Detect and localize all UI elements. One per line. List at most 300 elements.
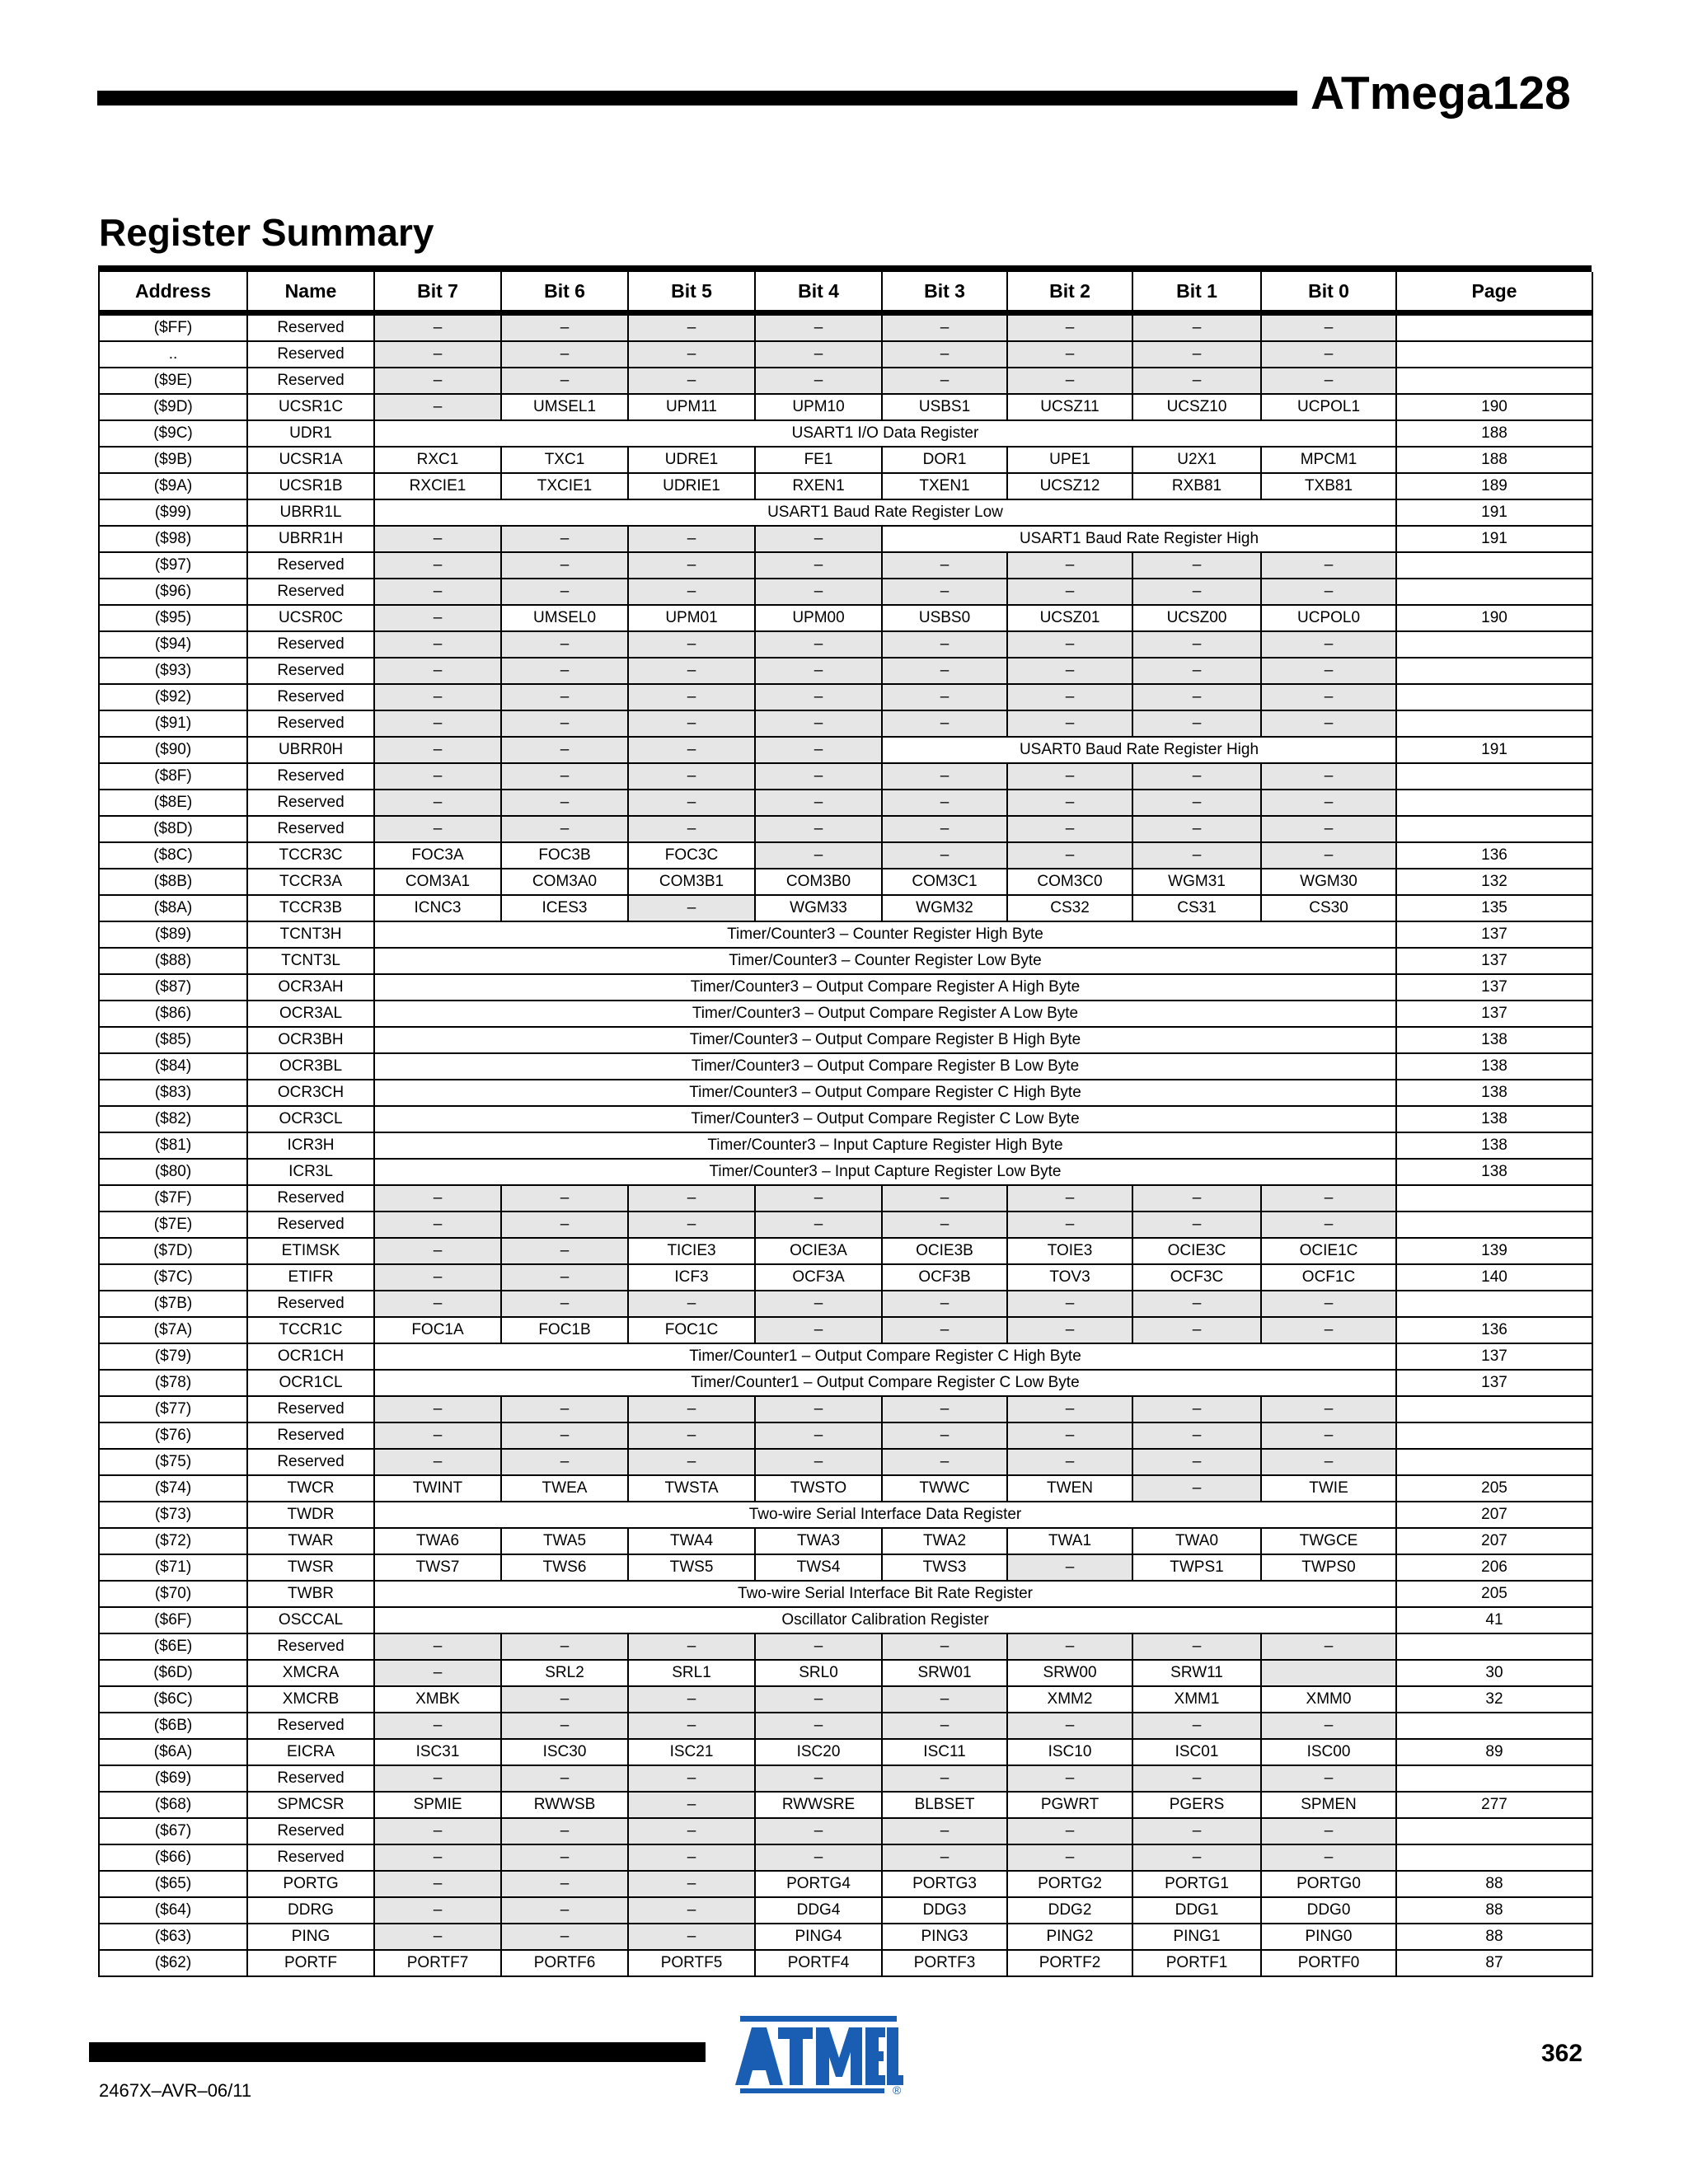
bit-cell: –	[628, 631, 755, 658]
bit-cell: –	[501, 737, 628, 763]
bit-cell: –	[628, 1924, 755, 1950]
address-cell: ($65)	[99, 1871, 247, 1897]
table-row	[99, 710, 1592, 737]
address-cell: ($7B)	[99, 1291, 247, 1317]
bit-cell: TICIE3	[628, 1238, 755, 1264]
bit-cell: –	[374, 710, 501, 737]
column-header: Bit 2	[1007, 272, 1132, 313]
address-cell: ($94)	[99, 631, 247, 658]
register-name-cell: XMCRA	[247, 1660, 374, 1686]
bit-cell: ISC21	[628, 1739, 755, 1765]
address-cell: ($66)	[99, 1844, 247, 1871]
table-row	[99, 921, 1592, 948]
address-cell: ($89)	[99, 921, 247, 948]
register-name-cell: EICRA	[247, 1739, 374, 1765]
address-cell: ($93)	[99, 658, 247, 684]
page-ref-cell: 190	[1396, 394, 1592, 420]
address-cell: ($9B)	[99, 447, 247, 473]
bit-cell: ISC31	[374, 1739, 501, 1765]
table-row	[99, 1792, 1592, 1818]
table-row	[99, 1924, 1592, 1950]
bit-cell: –	[1132, 763, 1261, 790]
page-number: 362	[1541, 2040, 1583, 2067]
page-ref-cell: 137	[1396, 948, 1592, 974]
bit-cell: –	[1007, 1765, 1132, 1792]
bit-cell: –	[1261, 631, 1396, 658]
bit-cell: PING2	[1007, 1924, 1132, 1950]
bit-cell: UCPOL0	[1261, 605, 1396, 631]
table-row	[99, 974, 1592, 1001]
address-cell: ($8E)	[99, 790, 247, 816]
register-name-cell: TCNT3L	[247, 948, 374, 974]
bit-cell: –	[1007, 816, 1132, 842]
bit-cell: –	[374, 1765, 501, 1792]
bit-cell: –	[501, 1449, 628, 1475]
table-row	[99, 658, 1592, 684]
bit-cell: PORTF7	[374, 1950, 501, 1976]
register-name-cell: Reserved	[247, 816, 374, 842]
bit-cell: –	[628, 895, 755, 921]
bit-cell: PORTF5	[628, 1950, 755, 1976]
bit-cell: –	[501, 1924, 628, 1950]
address-cell: ($97)	[99, 552, 247, 579]
bit-cell: –	[1007, 1554, 1132, 1581]
bit-cell: UDRIE1	[628, 473, 755, 499]
bit-cell: ICES3	[501, 895, 628, 921]
bit-cell: –	[374, 1633, 501, 1660]
address-cell: ($9A)	[99, 473, 247, 499]
bit-cell: DDG4	[755, 1897, 882, 1924]
register-name-cell: ETIFR	[247, 1264, 374, 1291]
register-name-cell: XMCRB	[247, 1686, 374, 1713]
page-ref-cell: 132	[1396, 869, 1592, 895]
bit-cell: ISC00	[1261, 1739, 1396, 1765]
bit-cell: TWIE	[1261, 1475, 1396, 1502]
bit-cell: –	[628, 658, 755, 684]
bit-cell: –	[628, 1449, 755, 1475]
bit-cell: –	[628, 579, 755, 605]
bit-cell: –	[755, 1422, 882, 1449]
register-name-cell: Reserved	[247, 341, 374, 368]
bit-cell: –	[628, 737, 755, 763]
bit-cell: –	[1007, 1818, 1132, 1844]
bit-cell: –	[882, 1844, 1007, 1871]
bit-cell: FOC1C	[628, 1317, 755, 1343]
bit-cell: UMSEL0	[501, 605, 628, 631]
page-ref-cell: 139	[1396, 1238, 1592, 1264]
bit-cell: –	[501, 1897, 628, 1924]
page-ref-cell: 140	[1396, 1264, 1592, 1291]
bit-cell: –	[755, 1317, 882, 1343]
bit-cell: UPM01	[628, 605, 755, 631]
bit-cell: UCSZ11	[1007, 394, 1132, 420]
bit-cell: –	[1261, 763, 1396, 790]
register-name-cell: Reserved	[247, 631, 374, 658]
bit-cell: –	[628, 526, 755, 552]
bit-cell: TWS6	[501, 1554, 628, 1581]
address-cell: ($62)	[99, 1950, 247, 1976]
address-cell: ($7F)	[99, 1185, 247, 1212]
bit-cell: FOC1B	[501, 1317, 628, 1343]
page-ref-cell: 138	[1396, 1027, 1592, 1053]
bit-cell: –	[882, 1713, 1007, 1739]
page-ref-cell: 87	[1396, 1950, 1592, 1976]
table-header-row	[99, 272, 1592, 313]
table-row	[99, 1818, 1592, 1844]
bit-cell: –	[1007, 1396, 1132, 1422]
table-row	[99, 1396, 1592, 1422]
bit-cell: –	[1132, 790, 1261, 816]
bit-cell: –	[501, 341, 628, 368]
bit-cell: ISC11	[882, 1739, 1007, 1765]
bit-cell: –	[1007, 313, 1132, 342]
bit-cell: –	[501, 1844, 628, 1871]
bit-cell: –	[1007, 1422, 1132, 1449]
bit-cell: PORTG1	[1132, 1871, 1261, 1897]
page-ref-cell: 137	[1396, 1001, 1592, 1027]
register-name-cell: TWAR	[247, 1528, 374, 1554]
bit-cell: –	[755, 658, 882, 684]
bit-cell: –	[882, 1449, 1007, 1475]
bit-cell: –	[1261, 1765, 1396, 1792]
bit-cell: TWA2	[882, 1528, 1007, 1554]
bit-cell: –	[882, 1633, 1007, 1660]
table-row	[99, 420, 1592, 447]
table-row	[99, 1106, 1592, 1132]
page-ref-cell: 205	[1396, 1581, 1592, 1607]
register-name-cell: OCR3AH	[247, 974, 374, 1001]
table-row	[99, 1422, 1592, 1449]
bit-cell: ISC20	[755, 1739, 882, 1765]
page-ref-cell	[1396, 1291, 1592, 1317]
bit-cell: –	[374, 737, 501, 763]
page-ref-cell: 189	[1396, 473, 1592, 499]
table-top-rule	[98, 265, 1592, 272]
address-cell: ($69)	[99, 1765, 247, 1792]
table-row	[99, 1633, 1592, 1660]
bit-cell: –	[1261, 1291, 1396, 1317]
register-name-cell: Reserved	[247, 1713, 374, 1739]
register-name-cell: Reserved	[247, 579, 374, 605]
bit-cell: –	[882, 1185, 1007, 1212]
page-ref-cell	[1396, 1185, 1592, 1212]
bit-cell: –	[374, 1844, 501, 1871]
register-description-cell: Timer/Counter3 – Output Compare Register C Low Byte	[374, 1106, 1396, 1132]
address-cell: ($71)	[99, 1554, 247, 1581]
bit-cell: CS30	[1261, 895, 1396, 921]
register-name-cell: TWBR	[247, 1581, 374, 1607]
bit-cell: USBS0	[882, 605, 1007, 631]
table-row	[99, 1264, 1592, 1291]
address-cell: ($7C)	[99, 1264, 247, 1291]
registered-mark: ®	[893, 2083, 902, 2095]
bit-cell: –	[501, 684, 628, 710]
table-row	[99, 1053, 1592, 1080]
bit-cell: SRL2	[501, 1660, 628, 1686]
bit-cell: –	[1132, 842, 1261, 869]
bit-cell: –	[882, 341, 1007, 368]
page-ref-cell	[1396, 710, 1592, 737]
bit-cell: PORTG4	[755, 1871, 882, 1897]
page-ref-cell	[1396, 631, 1592, 658]
bit-cell: UPM00	[755, 605, 882, 631]
table-row	[99, 1291, 1592, 1317]
bit-cell: –	[374, 1449, 501, 1475]
bit-cell: –	[501, 1396, 628, 1422]
register-description-cell: Timer/Counter3 – Output Compare Register A High Byte	[374, 974, 1396, 1001]
page-ref-cell	[1396, 1396, 1592, 1422]
bit-cell: –	[755, 341, 882, 368]
register-name-cell: UCSR1C	[247, 394, 374, 420]
register-description-cell: Timer/Counter3 – Counter Register Low Byte	[374, 948, 1396, 974]
bit-cell: –	[882, 1396, 1007, 1422]
page-ref-cell: 191	[1396, 526, 1592, 552]
register-name-cell: UBRR0H	[247, 737, 374, 763]
bit-cell: –	[882, 1765, 1007, 1792]
bit-cell: –	[1132, 1422, 1261, 1449]
bit-cell: –	[755, 1713, 882, 1739]
register-name-cell: SPMCSR	[247, 1792, 374, 1818]
bit-cell: –	[1132, 313, 1261, 342]
table-row	[99, 526, 1592, 552]
address-cell: ($91)	[99, 710, 247, 737]
table-row	[99, 313, 1592, 342]
page-ref-cell: 191	[1396, 737, 1592, 763]
bit-cell: TXCIE1	[501, 473, 628, 499]
table-row	[99, 1343, 1592, 1370]
address-cell: ($6B)	[99, 1713, 247, 1739]
bit-cell: OCF3A	[755, 1264, 882, 1291]
bit-cell: –	[628, 684, 755, 710]
register-description-cell: USART0 Baud Rate Register High	[882, 737, 1396, 763]
register-name-cell: TCCR3B	[247, 895, 374, 921]
bit-cell: CS31	[1132, 895, 1261, 921]
bit-cell: –	[1007, 763, 1132, 790]
bit-cell: –	[1261, 1422, 1396, 1449]
bit-cell: –	[1007, 1212, 1132, 1238]
bit-cell: –	[1132, 816, 1261, 842]
bit-cell: –	[1261, 1317, 1396, 1343]
bit-cell: –	[1132, 1475, 1261, 1502]
bit-cell: –	[1132, 1291, 1261, 1317]
bit-cell: PORTF4	[755, 1950, 882, 1976]
column-header: Bit 6	[501, 272, 628, 313]
register-name-cell: TCCR3C	[247, 842, 374, 869]
register-name-cell: Reserved	[247, 368, 374, 394]
page-ref-cell	[1396, 341, 1592, 368]
register-name-cell: ICR3H	[247, 1132, 374, 1159]
bit-cell: –	[1261, 842, 1396, 869]
page-ref-cell: 188	[1396, 420, 1592, 447]
bit-cell: –	[501, 1212, 628, 1238]
table-row	[99, 737, 1592, 763]
bit-cell: TWINT	[374, 1475, 501, 1502]
address-cell: ($6A)	[99, 1739, 247, 1765]
bit-cell: –	[1261, 1185, 1396, 1212]
address-cell: ($63)	[99, 1924, 247, 1950]
bit-cell: –	[882, 684, 1007, 710]
bit-cell: ICF3	[628, 1264, 755, 1291]
bit-cell: WGM30	[1261, 869, 1396, 895]
table-row	[99, 631, 1592, 658]
bit-cell: –	[501, 710, 628, 737]
bit-cell: –	[1132, 1818, 1261, 1844]
register-name-cell: Reserved	[247, 313, 374, 342]
register-name-cell: Reserved	[247, 1396, 374, 1422]
bit-cell: –	[755, 368, 882, 394]
bit-cell: –	[501, 1422, 628, 1449]
register-name-cell: UCSR1B	[247, 473, 374, 499]
bit-cell: –	[755, 737, 882, 763]
table-row	[99, 394, 1592, 420]
register-name-cell: UCSR0C	[247, 605, 374, 631]
bit-cell: –	[501, 1291, 628, 1317]
register-name-cell: Reserved	[247, 1185, 374, 1212]
address-cell: ($8F)	[99, 763, 247, 790]
bit-cell: TWPS1	[1132, 1554, 1261, 1581]
bit-cell: WGM32	[882, 895, 1007, 921]
register-name-cell: UBRR1H	[247, 526, 374, 552]
bit-cell: SRL0	[755, 1660, 882, 1686]
bit-cell: RWWSB	[501, 1792, 628, 1818]
address-cell: ($92)	[99, 684, 247, 710]
bit-cell: COM3C0	[1007, 869, 1132, 895]
bit-cell: UPE1	[1007, 447, 1132, 473]
document-code: 2467X–AVR–06/11	[99, 2080, 252, 2101]
page-ref-cell	[1396, 1422, 1592, 1449]
bit-cell: COM3B1	[628, 869, 755, 895]
page-ref-cell	[1396, 763, 1592, 790]
bit-cell: TWEN	[1007, 1475, 1132, 1502]
table-row	[99, 1001, 1592, 1027]
bit-cell: COM3B0	[755, 869, 882, 895]
table-row	[99, 1686, 1592, 1713]
bit-cell: COM3A1	[374, 869, 501, 895]
address-cell: ($85)	[99, 1027, 247, 1053]
table-body	[99, 313, 1592, 1977]
address-cell: ($72)	[99, 1528, 247, 1554]
bit-cell: MPCM1	[1261, 447, 1396, 473]
bit-cell: –	[882, 816, 1007, 842]
document-title: ATmega128	[1311, 67, 1571, 120]
bit-cell: –	[1132, 1449, 1261, 1475]
bit-cell: –	[374, 631, 501, 658]
bit-cell: SRW01	[882, 1660, 1007, 1686]
table-row	[99, 684, 1592, 710]
page-ref-cell: 138	[1396, 1132, 1592, 1159]
bit-cell: –	[628, 816, 755, 842]
bit-cell: –	[1132, 1396, 1261, 1422]
bit-cell: UCSZ12	[1007, 473, 1132, 499]
address-cell: ($83)	[99, 1080, 247, 1106]
bit-cell: –	[501, 1818, 628, 1844]
address-cell: ($82)	[99, 1106, 247, 1132]
bit-cell: –	[501, 1633, 628, 1660]
bit-cell: –	[501, 1713, 628, 1739]
bit-cell: USBS1	[882, 394, 1007, 420]
register-description-cell: USART1 Baud Rate Register High	[882, 526, 1396, 552]
register-name-cell: Reserved	[247, 658, 374, 684]
page-ref-cell: 88	[1396, 1897, 1592, 1924]
bit-cell: –	[755, 313, 882, 342]
page-ref-cell: 138	[1396, 1106, 1592, 1132]
bit-cell: –	[755, 1686, 882, 1713]
bit-cell: CS32	[1007, 895, 1132, 921]
bit-cell: UCSZ00	[1132, 605, 1261, 631]
bit-cell: UDRE1	[628, 447, 755, 473]
bit-cell: RXEN1	[755, 473, 882, 499]
bit-cell: FE1	[755, 447, 882, 473]
bit-cell: COM3A0	[501, 869, 628, 895]
bit-cell: –	[374, 1238, 501, 1264]
table-row	[99, 1475, 1592, 1502]
address-cell: ($9D)	[99, 394, 247, 420]
bit-cell: DDG2	[1007, 1897, 1132, 1924]
bit-cell: RXB81	[1132, 473, 1261, 499]
bit-cell: UPM10	[755, 394, 882, 420]
bit-cell: –	[628, 1422, 755, 1449]
bit-cell: SRW11	[1132, 1660, 1261, 1686]
bit-cell: XMM1	[1132, 1686, 1261, 1713]
bit-cell: –	[1261, 816, 1396, 842]
bit-cell: UMSEL1	[501, 394, 628, 420]
bit-cell: –	[501, 816, 628, 842]
bit-cell: –	[1261, 1449, 1396, 1475]
bit-cell: FOC3C	[628, 842, 755, 869]
bit-cell: –	[628, 1212, 755, 1238]
bit-cell: –	[755, 710, 882, 737]
bit-cell: –	[882, 1686, 1007, 1713]
bit-cell: –	[1261, 313, 1396, 342]
bit-cell: –	[628, 763, 755, 790]
register-name-cell: TWSR	[247, 1554, 374, 1581]
address-cell: ($70)	[99, 1581, 247, 1607]
bit-cell	[1261, 1660, 1396, 1686]
table-row	[99, 1581, 1592, 1607]
address-cell: ($6C)	[99, 1686, 247, 1713]
bit-cell: –	[628, 1871, 755, 1897]
page-ref-cell: 41	[1396, 1607, 1592, 1633]
bit-cell: –	[374, 1924, 501, 1950]
bit-cell: –	[501, 763, 628, 790]
bit-cell: –	[882, 842, 1007, 869]
address-cell: ($75)	[99, 1449, 247, 1475]
register-name-cell: Reserved	[247, 1818, 374, 1844]
bit-cell: –	[882, 579, 1007, 605]
table-row	[99, 1871, 1592, 1897]
bit-cell: –	[755, 552, 882, 579]
bit-cell: UCPOL1	[1261, 394, 1396, 420]
page-ref-cell: 88	[1396, 1924, 1592, 1950]
table-row	[99, 1739, 1592, 1765]
register-description-cell: Timer/Counter3 – Output Compare Register B Low Byte	[374, 1053, 1396, 1080]
bit-cell: –	[501, 579, 628, 605]
bit-cell: –	[882, 1422, 1007, 1449]
column-header: Bit 4	[755, 272, 882, 313]
bit-cell: –	[1007, 1713, 1132, 1739]
address-cell: ($74)	[99, 1475, 247, 1502]
bit-cell: –	[1007, 1185, 1132, 1212]
bit-cell: –	[501, 552, 628, 579]
bit-cell: –	[1007, 631, 1132, 658]
page-ref-cell	[1396, 816, 1592, 842]
page-ref-cell	[1396, 579, 1592, 605]
table-row	[99, 1185, 1592, 1212]
register-summary-table	[98, 272, 1593, 1977]
bit-cell: –	[1261, 790, 1396, 816]
bit-cell: –	[628, 1818, 755, 1844]
register-name-cell: OCR1CL	[247, 1370, 374, 1396]
